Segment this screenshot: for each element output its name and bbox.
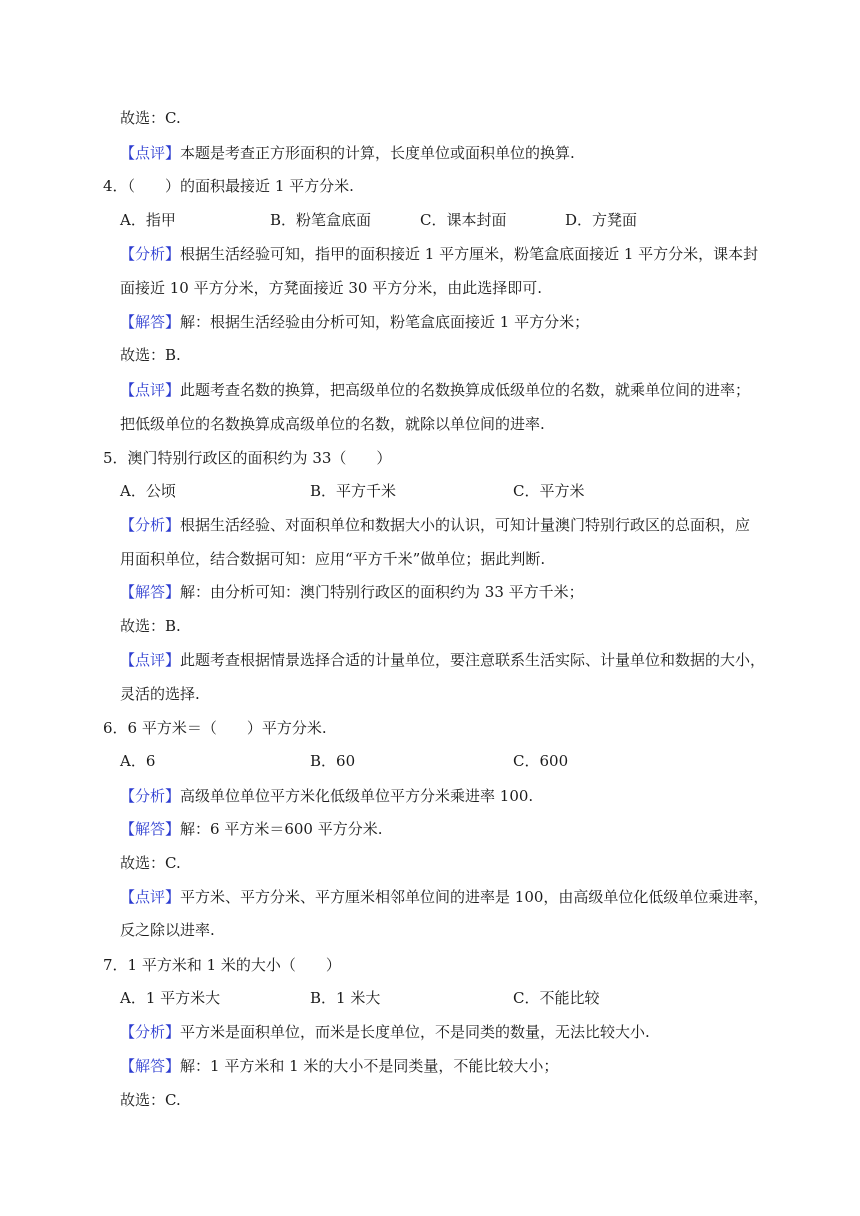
q7-option-b: B．1 米大 [310, 989, 381, 1007]
comment-text: 平方米、平方分米、平方厘米相邻单位间的进率是 100，由高级单位化低级单位乘进率， [180, 888, 769, 906]
q4-option-c: C．课本封面 [420, 211, 507, 229]
q5-solution [120, 582, 584, 602]
comment-text: 本题是考查正方形面积的计算，长度单位或面积单位的换算. [180, 144, 575, 162]
q5-answer: 故选：B. [120, 617, 181, 635]
q6-comment-cont: 反之除以进率. [120, 921, 215, 939]
q5-comment [120, 650, 765, 670]
analysis-text: 平方米是面积单位，而米是长度单位，不是同类的数量，无法比较大小. [180, 1023, 650, 1041]
q4-solution [120, 312, 589, 332]
q6-analysis [120, 786, 533, 806]
question-6: 6．6 平方米＝（ ）平方分米. [103, 719, 327, 737]
analysis-tag: 【分析】 [120, 787, 181, 805]
analysis-tag: 【分析】 [120, 1023, 181, 1041]
comment-text: 此题考查名数的换算，把高级单位的名数换算成低级单位的名数，就乘单位间的进率； [180, 381, 751, 399]
question-7: 7．1 平方米和 1 米的大小（ ） [103, 956, 341, 974]
analysis-text: 根据生活经验可知，指甲的面积接近 1 平方厘米，粉笔盒底面接近 1 平方分米，课本封 [180, 245, 759, 263]
q4-analysis [120, 244, 758, 264]
comment-tag: 【点评】 [120, 381, 181, 399]
comment-tag: 【点评】 [120, 888, 181, 906]
q4-comment [120, 380, 750, 400]
question-4: 4．（ ）的面积最接近 1 平方分米. [103, 177, 354, 195]
q4-analysis-cont: 面接近 10 平方分米，方凳面接近 30 平方分米，由此选择即可. [120, 279, 543, 297]
q4-option-b: B．粉笔盒底面 [270, 211, 372, 229]
comment-tag: 【点评】 [120, 144, 181, 162]
solution-text: 解：根据生活经验由分析可知，粉笔盒底面接近 1 平方分米； [180, 313, 590, 331]
q6-solution [120, 819, 383, 839]
q6-option-c: C．600 [513, 752, 569, 770]
q4-option-d: D．方凳面 [565, 211, 638, 229]
q5-analysis [120, 515, 750, 535]
analysis-tag: 【分析】 [120, 516, 181, 534]
comment-tag: 【点评】 [120, 651, 181, 669]
q7-option-c: C．不能比较 [513, 989, 600, 1007]
q7-solution [120, 1056, 558, 1076]
comment-line [120, 143, 575, 163]
q4-comment-cont: 把低级单位的名数换算成高级单位的名数，就除以单位间的进率. [120, 415, 545, 433]
q5-option-b: B．平方千米 [310, 482, 397, 500]
analysis-tag: 【分析】 [120, 245, 181, 263]
solution-text: 解：6 平方米＝600 平方分米. [180, 820, 383, 838]
question-5: 5．澳门特别行政区的面积约为 33（ ） [103, 449, 392, 467]
answer-line: 故选：C. [120, 109, 181, 127]
comment-text: 此题考查根据情景选择合适的计量单位，要注意联系生活实际、计量单位和数据的大小， [180, 651, 766, 669]
q5-option-a: A．公顷 [120, 482, 176, 500]
analysis-text: 高级单位单位平方米化低级单位平方分米乘进率 100. [180, 787, 534, 805]
solution-tag: 【解答】 [120, 1057, 181, 1075]
q6-option-a: A．6 [120, 752, 156, 770]
q5-option-c: C．平方米 [513, 482, 585, 500]
q4-option-a: A．指甲 [120, 211, 176, 229]
q5-analysis-cont: 用面积单位，结合数据可知：应用“平方千米”做单位；据此判断. [120, 550, 546, 568]
solution-text: 解：由分析可知：澳门特别行政区的面积约为 33 平方千米； [180, 583, 584, 601]
q7-answer: 故选：C. [120, 1091, 181, 1109]
q4-answer: 故选：B. [120, 346, 181, 364]
solution-tag: 【解答】 [120, 583, 181, 601]
q7-analysis [120, 1022, 650, 1042]
solution-text: 解：1 平方米和 1 米的大小不是同类量，不能比较大小； [180, 1057, 559, 1075]
solution-tag: 【解答】 [120, 313, 181, 331]
q5-comment-cont: 灵活的选择. [120, 685, 200, 703]
q6-option-b: B．60 [310, 752, 356, 770]
q7-option-a: A．1 平方米大 [120, 989, 221, 1007]
analysis-text: 根据生活经验、对面积单位和数据大小的认识，可知计量澳门特别行政区的总面积，应 [180, 516, 751, 534]
q6-comment [120, 887, 768, 907]
solution-tag: 【解答】 [120, 820, 181, 838]
q6-answer: 故选：C. [120, 854, 181, 872]
